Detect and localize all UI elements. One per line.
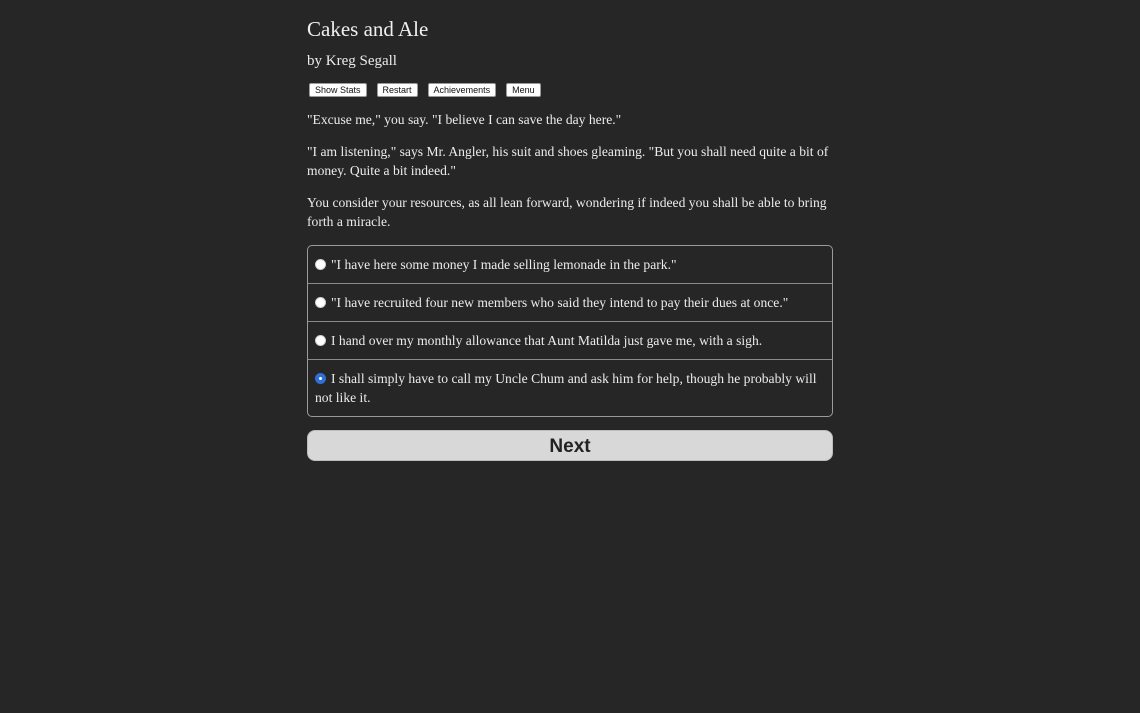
choice-option[interactable]: [308, 359, 832, 416]
choice-option[interactable]: [308, 283, 832, 321]
choice-label: I hand over my monthly allowance that Aunt Matilda just gave me, with a sigh.: [331, 333, 763, 348]
choice-label: "I have here some money I made selling lemonade in the park.": [331, 257, 677, 272]
story-paragraph: "Excuse me," you say. "I believe I can save the day here.": [307, 112, 622, 127]
choice-option[interactable]: [308, 246, 832, 283]
menu-button[interactable]: Menu: [506, 83, 541, 97]
story-paragraph: You consider your resources, as all lean forward, wondering if indeed you shall be able to bring forth a miracle.: [307, 195, 827, 229]
next-button[interactable]: Next: [307, 430, 833, 461]
story-text: [307, 110, 833, 244]
show-stats-button[interactable]: Show Stats: [309, 83, 367, 97]
radio-button[interactable]: [315, 297, 326, 308]
restart-button[interactable]: Restart: [377, 83, 418, 97]
choice-list: [307, 245, 833, 417]
game-author: by Kreg Segall: [307, 53, 397, 69]
achievements-button[interactable]: Achievements: [428, 83, 497, 97]
toolbar: [309, 83, 541, 97]
story-paragraph: "I am listening," says Mr. Angler, his suit and shoes gleaming. "But you shall need quite a bit of money. Quite a bit indeed.": [307, 144, 829, 178]
choice-option[interactable]: [308, 321, 832, 359]
game-title: Cakes and Ale: [307, 17, 429, 41]
radio-button[interactable]: [315, 259, 326, 270]
radio-button[interactable]: [315, 335, 326, 346]
choice-label: "I have recruited four new members who said they intend to pay their dues at once.": [331, 295, 789, 310]
radio-button[interactable]: [315, 373, 326, 384]
choice-label: I shall simply have to call my Uncle Chum and ask him for help, though he probably will not like it.: [315, 371, 817, 405]
